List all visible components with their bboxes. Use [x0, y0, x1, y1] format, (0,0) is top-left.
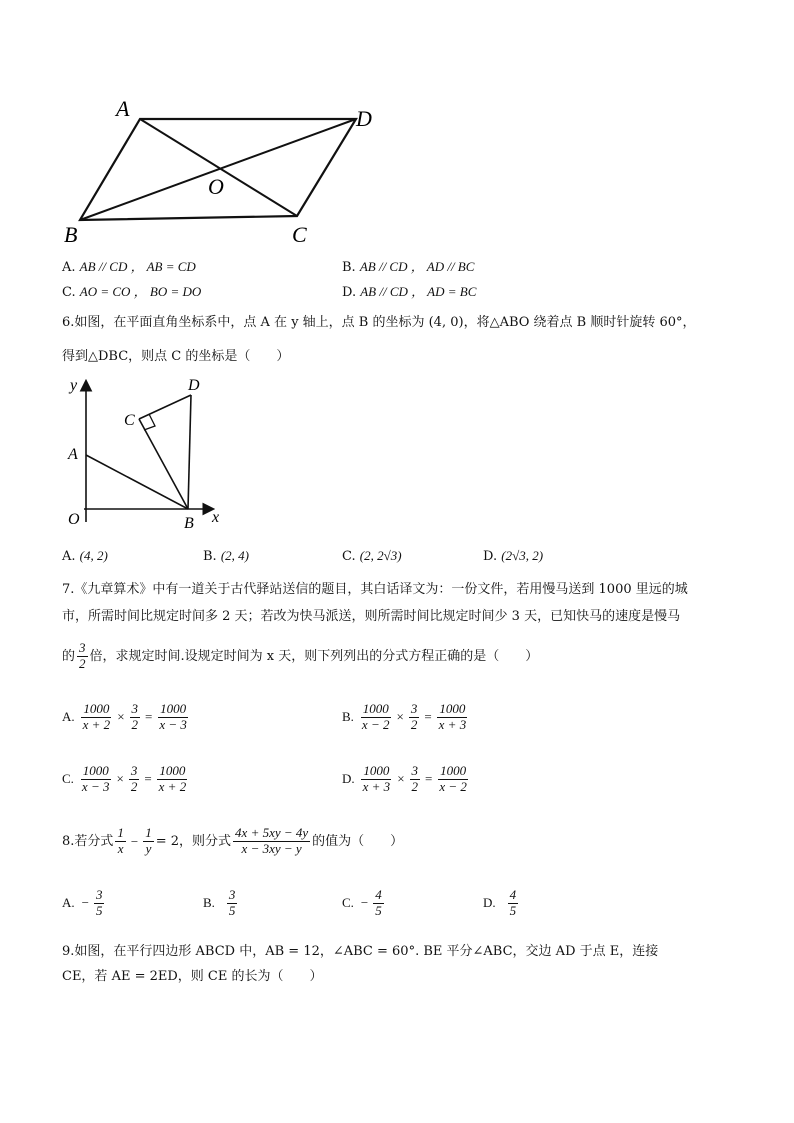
q5-option-b: B. AB // CD ， AD // BC — [342, 259, 475, 275]
coordinate-figure — [60, 372, 240, 532]
fig-label-x: x — [212, 509, 220, 526]
q7-fraction: $\frac{3}{2}$ — [79, 640, 86, 671]
q9-line2: CE，若 AE = 2ED，则 CE 的长为（ ） — [62, 969, 323, 984]
q7-option-c: C. $\frac{1000}{x - 3}$ × $\frac{3}{2}$ = $\frac{1000}{x + 2}$ — [62, 763, 187, 794]
label-C: C — [292, 222, 307, 247]
fig-label-y: y — [70, 377, 78, 394]
label-D: D — [356, 106, 372, 131]
diagonal-ac — [140, 119, 297, 216]
q7-option-b: B. $\frac{1000}{x - 2}$ × $\frac{3}{2}$ = $\frac{1000}{x + 3}$ — [342, 701, 467, 732]
q6-option-a: A. (4, 2) — [62, 548, 108, 564]
label-O: O — [208, 174, 224, 199]
segment-db — [188, 395, 191, 509]
fig-label-o: O — [68, 511, 80, 528]
q9-line1: 9.如图，在平行四边形 ABCD 中，AB = 12，∠ABC = 60°. BE 平分∠ABC，交边 AD 于点 E，连接 — [62, 944, 659, 959]
label-B: B — [64, 222, 78, 247]
q8-option-a: A. − $\frac{3}{5}$ — [62, 887, 103, 918]
q5-option-d: D. AB // CD ， AD = BC — [342, 284, 477, 300]
q8-option-c: C. − $\frac{4}{5}$ — [342, 887, 382, 918]
q5-option-c: C. AO = CO ， BO = DO — [62, 284, 202, 300]
fig-label-d: D — [188, 377, 200, 394]
fig-label-c: C — [124, 412, 135, 429]
q6-option-d: D. (2√3, 2) — [483, 548, 544, 564]
fig-label-a: A — [68, 446, 78, 463]
q7-option-d: D. $\frac{1000}{x + 3}$ × $\frac{3}{2}$ = $\frac{1000}{x - 2}$ — [342, 763, 467, 794]
q7-line3: 的 $\frac{3}{2}$ 倍，求规定时间.设规定时间为 x 天，则下列列出的分式方程正确的是（ ） — [62, 640, 539, 671]
parallelogram-figure — [60, 90, 390, 250]
q8-option-b: B. $\frac{3}{5}$ — [203, 887, 236, 918]
fig-label-b: B — [184, 515, 194, 532]
q8-option-d: D. $\frac{4}{5}$ — [483, 887, 517, 918]
q5-option-a: A. AB // CD ， AB = CD — [62, 259, 196, 275]
q6-option-b: B. (2, 4) — [203, 548, 249, 564]
q6-line1: 6.如图，在平面直角坐标系中，点 A 在 y 轴上，点 B 的坐标为 (4, 0)，将△ABO 绕着点 B 顺时针旋转 60°， — [62, 315, 696, 330]
segment-cd — [139, 395, 191, 419]
diagonal-bd — [80, 119, 356, 220]
q7-option-a: A. $\frac{1000}{x + 2}$ × $\frac{3}{2}$ = $\frac{1000}{x - 3}$ — [62, 701, 187, 732]
label-A: A — [116, 96, 130, 121]
q6-option-c: C. (2, 2√3) — [342, 548, 402, 564]
q6-line2: 得到△DBC，则点 C 的坐标是（ ） — [62, 349, 290, 364]
q8-stem: 8.若分式 $\frac{1}{x}$ − $\frac{1}{y}$ = 2，则分式 $\frac{4x + 5xy - 4y}{x - 3xy - y}$ 的值为（ ） — [62, 825, 404, 856]
q7-line2: 市，所需时间比规定时间多 2 天；若改为快马派送，则所需时间比规定时间少 3 天，已知快马的速度是慢马 — [62, 609, 681, 624]
q7-line1: 7.《九章算术》中有一道关于古代驿站送信的题目，其白话译文为：一份文件，若用慢马送到 1000 里远的城 — [62, 582, 688, 597]
